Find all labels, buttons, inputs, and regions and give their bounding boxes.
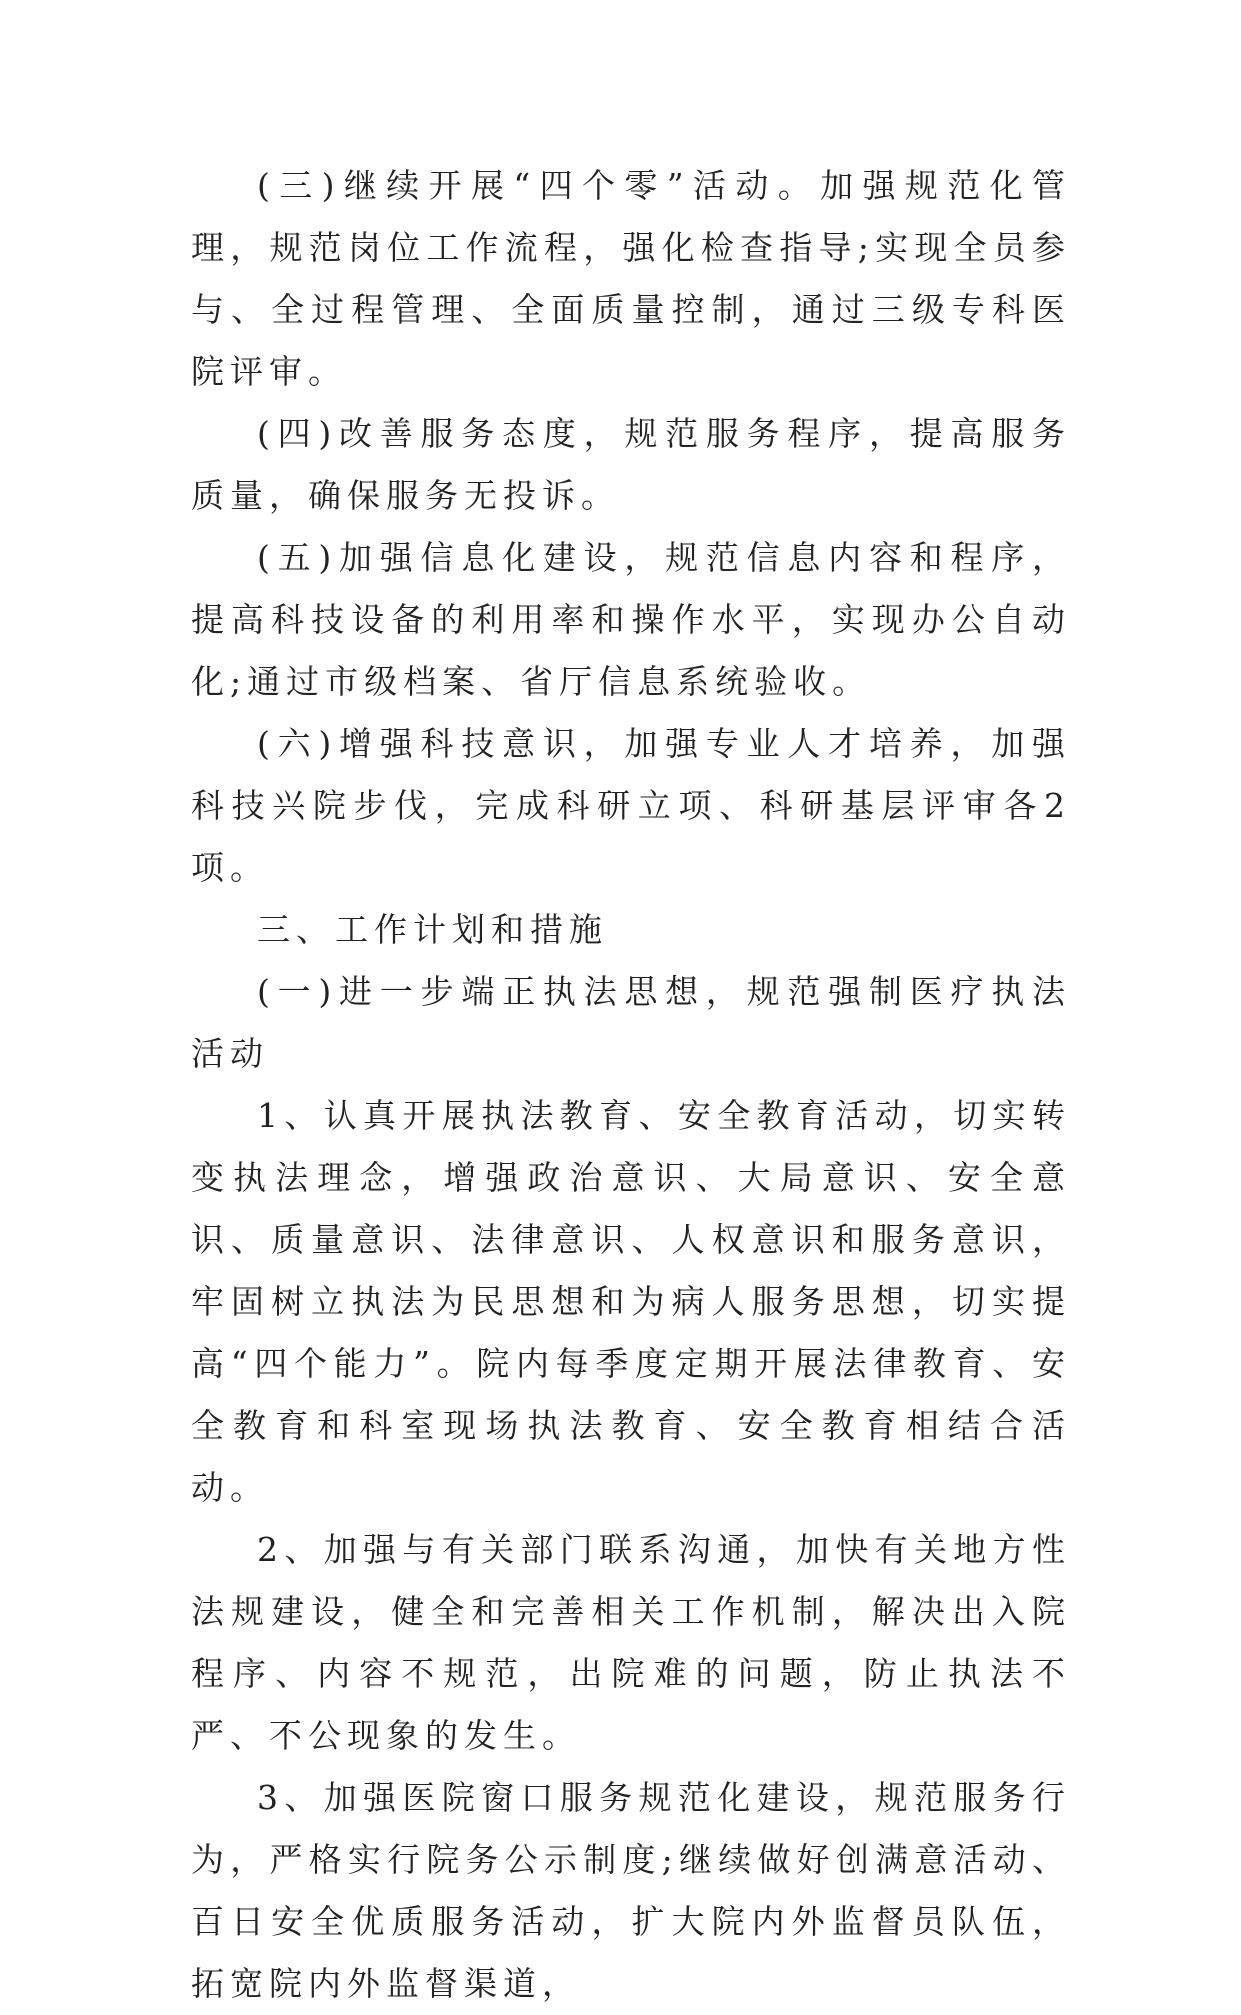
paragraph-item-3: 3、加强医院窗口服务规范化建设，规范服务行为，严格实行院务公示制度;继续做好创满意活动、百日安全优质服务活动，扩大院内外监督员队伍，拓宽院内外监督渠道，: [191, 1778, 1071, 2003]
paragraph-section-4: (四)改善服务态度，规范服务程序，提高服务质量，确保服务无投诉。: [191, 414, 1071, 515]
paragraph-item-2: 2、加强与有关部门联系沟通，加快有关地方性法规建设，健全和完善相关工作机制，解决出入院程序、内容不规范，出院难的问题，防止执法不严、不公现象的发生。: [191, 1530, 1071, 1755]
subheading-law-enforcement: (一)进一步端正执法思想，规范强制医疗执法活动: [191, 972, 1071, 1073]
document-body: [191, 155, 1071, 2015]
heading-work-plan: 三、工作计划和措施: [257, 910, 608, 949]
paragraph-section-6: (六)增强科技意识，加强专业人才培养，加强科技兴院步伐，完成科研立项、科研基层评审各2项。: [191, 724, 1071, 887]
paragraph-item-1: 1、认真开展执法教育、安全教育活动，切实转变执法理念，增强政治意识、大局意识、安全意识、质量意识、法律意识、人权意识和服务意识，牢固树立执法为民思想和为病人服务思想，切实提高“四个能力”。院内每季度定期开展法律教育、安全教育和科室现场执法教育、安全教育相结合活动。: [191, 1096, 1071, 1507]
paragraph-section-5: (五)加强信息化建设，规范信息内容和程序，提高科技设备的利用率和操作水平，实现办公自动化;通过市级档案、省厅信息系统验收。: [191, 538, 1071, 701]
paragraph-section-3: (三)继续开展“四个零”活动。加强规范化管理，规范岗位工作流程，强化检查指导;实现全员参与、全过程管理、全面质量控制，通过三级专科医院评审。: [191, 166, 1071, 391]
